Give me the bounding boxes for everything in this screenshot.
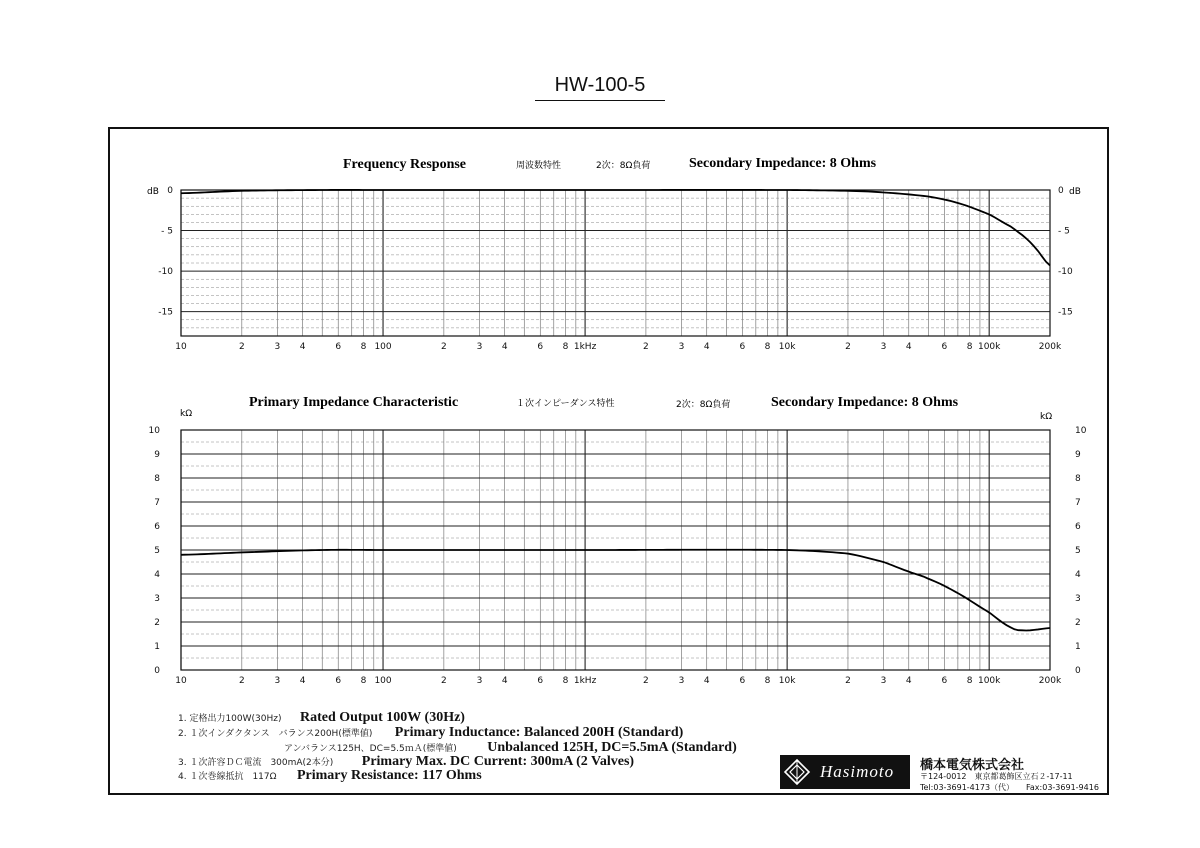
x-tick-label: 2 [845,676,851,686]
x-tick-label: 8 [562,676,569,686]
y-tick-label-right: 0 [1075,666,1081,676]
y-tick-label-right: 6 [1075,522,1081,532]
x-tick-label: 10k [778,676,796,686]
note-4-ja: 4. １次巻線抵抗 117Ω [178,772,277,782]
x-tick-label: 2 [440,342,447,352]
x-tick-label: 1kHz [573,676,597,686]
note-4-en: Primary Resistance: 117 Ohms [296,768,482,783]
x-tick-label: 2 [238,676,245,686]
y-tick-label-right: 9 [1075,450,1081,460]
y-tick-label-left: -10 [158,267,173,278]
y-tick-label-left: 0 [154,666,160,676]
x-tick-label: 2 [440,676,447,686]
primary-impedance-chart [149,426,1087,686]
y-tick-label-right: -15 [1058,307,1073,318]
x-tick-label: 8 [966,676,973,686]
fr-title-ja: 周波数特性 [516,161,562,171]
y-tick-label-right: 4 [1075,570,1081,580]
x-tick-label: 4 [299,342,306,352]
fr-load-ja: 2次：8Ω負荷 [596,161,651,171]
y-tick-label-right: -10 [1058,267,1073,278]
x-tick-label: 8 [966,342,973,352]
x-tick-label: 6 [537,342,544,352]
y-tick-label-left: 0 [167,186,173,196]
y-tick-label-left: 1 [154,642,160,652]
y-tick-label-right: 2 [1075,618,1081,628]
x-tick-label: 8 [764,676,771,686]
y-tick-label-left: 9 [154,450,160,460]
logo-text: Hasimoto [820,762,895,781]
x-tick-label: 4 [703,676,710,686]
x-tick-label: 4 [501,676,508,686]
x-tick-label: 6 [941,676,948,686]
y-tick-label-left: 10 [148,426,160,436]
company-logo [780,755,910,789]
y-tick-label-left: 4 [154,570,160,580]
imp-unit-right: kΩ [1040,412,1053,422]
x-tick-label: 4 [299,676,306,686]
imp-title: Primary Impedance Characteristic [249,395,459,410]
y-tick-label-right: 0 [1058,186,1064,196]
series-line [181,190,1050,265]
imp-secondary: Secondary Impedance: 8 Ohms [771,395,959,410]
x-tick-label: 100 [374,676,392,686]
x-tick-label: 2 [238,342,245,352]
imp-unit-left: kΩ [180,409,193,419]
x-tick-label: 3 [274,676,281,686]
y-tick-label-left: 5 [154,546,160,556]
x-tick-label: 10 [175,342,187,352]
x-tick-label: 10 [175,676,187,686]
x-tick-label: 3 [476,342,483,352]
x-tick-label: 3 [476,676,483,686]
x-tick-label: 200k [1038,676,1062,686]
logo-diamond-icon [783,758,811,786]
fr-title: Frequency Response [343,157,467,172]
x-tick-label: 200k [1038,342,1062,352]
note-2-ja: 2. １次インダクタンス バランス200H(標準値) [178,729,373,739]
x-tick-label: 100k [977,676,1001,686]
note-1-en: Rated Output 100W (30Hz) [299,710,465,725]
fr-secondary: Secondary Impedance: 8 Ohms [689,156,877,171]
x-tick-label: 8 [360,342,367,352]
y-tick-label-right: 10 [1075,426,1087,436]
x-tick-label: 6 [739,676,746,686]
imp-load-ja: 2次：8Ω負荷 [676,400,731,410]
y-tick-label-left: 3 [154,594,160,604]
fr-unit-right: dB [1069,187,1081,197]
x-tick-label: 3 [274,342,281,352]
note-2b-ja: アンバランス125H、DC=5.5ｍＡ(標準値) [284,744,457,754]
company-name: 橋本電気株式会社 [920,758,1025,773]
x-tick-label: 6 [537,676,544,686]
x-tick-label: 3 [880,676,887,686]
x-tick-label: 2 [845,342,851,352]
x-tick-label: 6 [335,342,342,352]
note-2b-en: Unbalanced 125H, DC=5.5mA (Standard) [487,740,737,755]
x-tick-label: 4 [905,676,912,686]
y-tick-label-left: 2 [154,618,160,628]
x-tick-label: 10k [778,342,796,352]
note-2-en: Primary Inductance: Balanced 200H (Standard) [394,725,684,740]
x-tick-label: 4 [703,342,710,352]
y-tick-label-left: 6 [154,522,160,532]
x-tick-label: 8 [562,342,569,352]
x-tick-label: 2 [643,676,649,686]
company-phone: Tel:03-3691-4173（代） Fax:03-3691-9416 [920,783,1099,792]
y-tick-label-right: 3 [1075,594,1081,604]
x-tick-label: 6 [739,342,746,352]
x-tick-label: 1kHz [573,342,597,352]
fr-unit-left: dB [147,187,159,197]
spec-notes [178,706,798,786]
company-address: 〒124-0012 東京都葛飾区立石２-17-11 [920,772,1073,781]
y-tick-label-left: 8 [154,474,160,484]
frequency-response-chart [158,186,1073,352]
x-tick-label: 3 [678,676,685,686]
x-tick-label: 6 [335,676,342,686]
x-tick-label: 4 [905,342,912,352]
x-tick-label: 100k [977,342,1001,352]
x-tick-label: 100 [374,342,392,352]
y-tick-label-left: - 5 [161,226,173,237]
y-tick-label-right: 5 [1075,546,1081,556]
y-tick-label-left: 7 [154,498,160,508]
model-title: HW-100-5 [554,74,646,96]
x-tick-label: 8 [764,342,771,352]
y-tick-label-right: 8 [1075,474,1081,484]
imp-title-ja: １次インピーダンス特性 [516,399,615,409]
x-tick-label: 3 [678,342,685,352]
note-3-en: Primary Max. DC Current: 300mA (2 Valves) [361,754,635,769]
x-tick-label: 3 [880,342,887,352]
note-3-ja: 3. １次許容ＤＣ電流 300mA(2本分) [178,758,334,768]
x-tick-label: 6 [941,342,948,352]
y-tick-label-right: - 5 [1058,226,1070,237]
x-tick-label: 2 [643,342,649,352]
y-tick-label-right: 1 [1075,642,1081,652]
x-tick-label: 4 [501,342,508,352]
y-tick-label-left: -15 [158,307,173,318]
note-1-ja: 1. 定格出力100W(30Hz) [178,714,282,724]
y-tick-label-right: 7 [1075,498,1081,508]
x-tick-label: 8 [360,676,367,686]
